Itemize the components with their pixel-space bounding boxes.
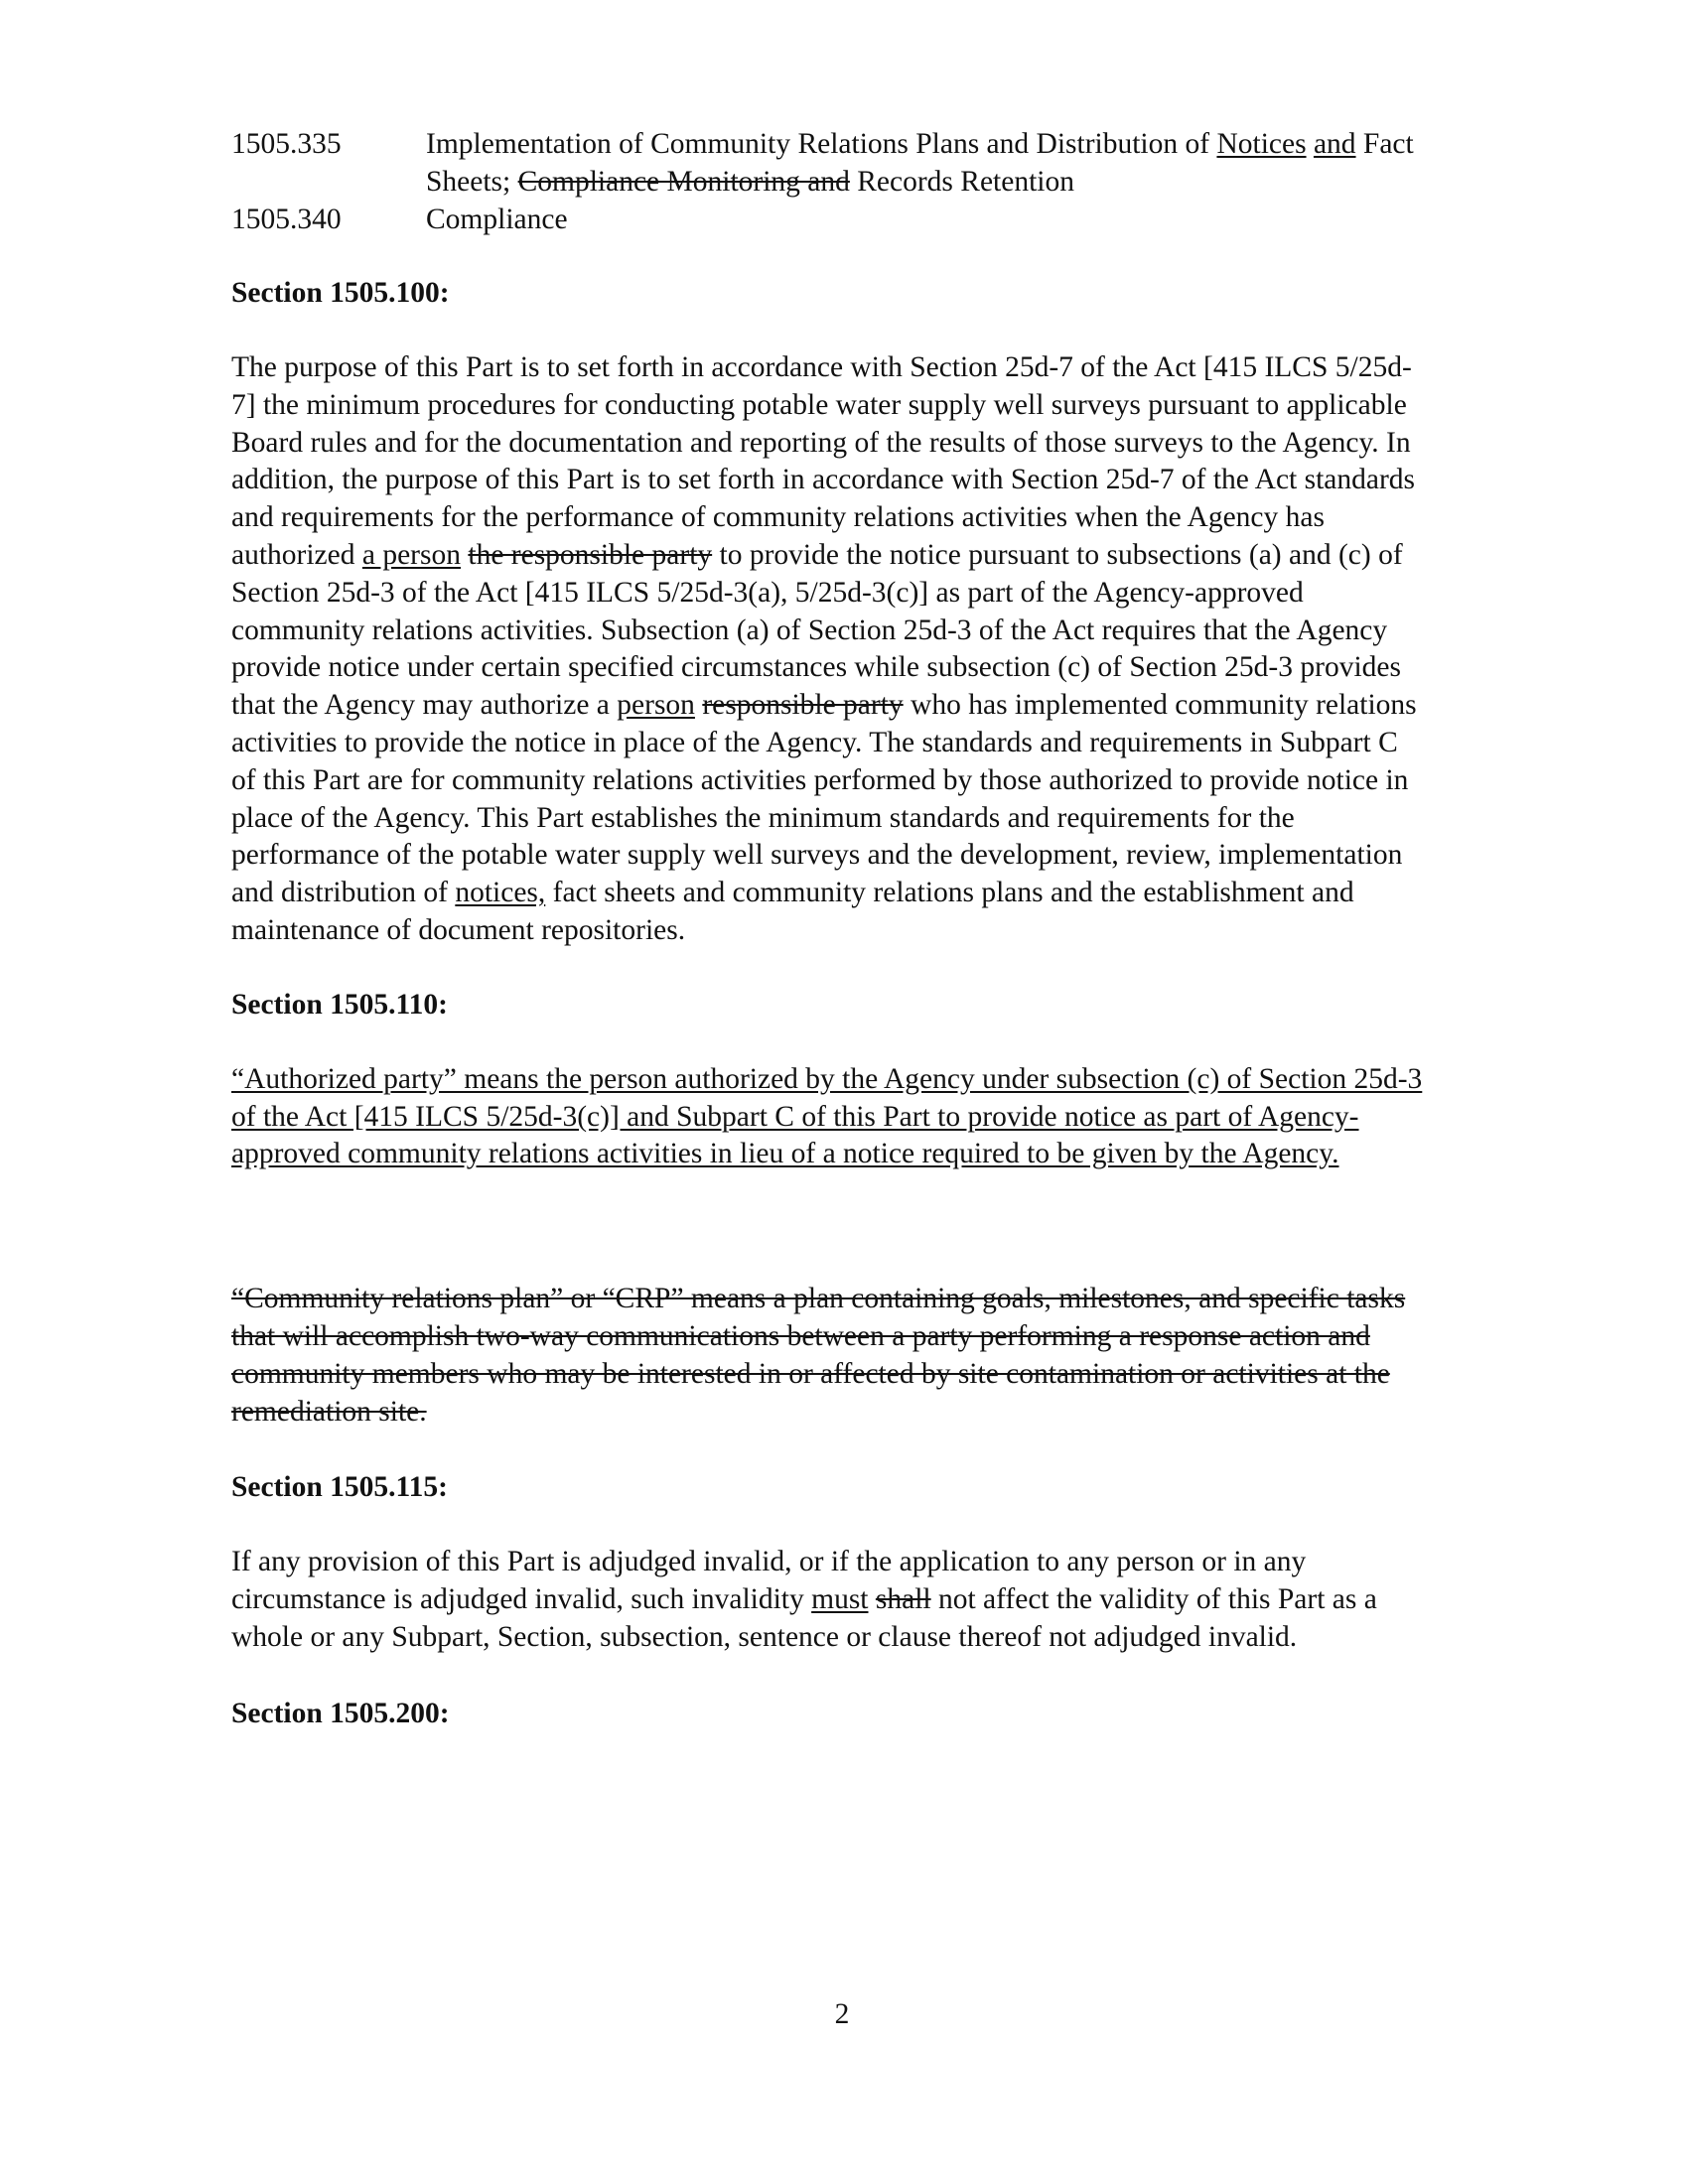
table-of-contents — [231, 125, 1423, 238]
section-paragraph — [231, 1544, 1423, 1656]
toc-section-title — [426, 201, 1423, 238]
section-heading: Section 1505.200: — [231, 1697, 450, 1729]
deleted-text: responsible party — [702, 689, 904, 722]
body-text — [1307, 128, 1314, 160]
toc-entry — [231, 201, 1423, 238]
body-text: Implementation of Community Relations Plans and Distribution of — [426, 128, 1217, 160]
inserted-text: “Authorized party” means the person authorized by the Agency under subsection (c) of Section 25d-3 of the Act [415 ILCS 5/25d-3(c)] and Subpart C of this Part to provide notice as part of Agency-approved community relations activities in lieu of a notice required to be given by the Agency. — [231, 1062, 1423, 1170]
deleted-text: shall — [875, 1583, 931, 1616]
body-text: Records Retention — [849, 166, 1074, 198]
body-text: Fact Sheets; — [426, 128, 1414, 198]
toc-entry — [231, 125, 1423, 201]
body-text: who has implemented community relations activities to provide the notice in place of the Agency. The standards and requirements in Subpart C of this Part are for community relations activities performed by those authorized to provide notice in place of the Agency. This Part establishes the minimum standards and requirements for the performance of the potable water supply well surveys and the development, review, implementation and distribution of — [231, 689, 1417, 909]
inserted-text: must — [811, 1583, 869, 1616]
body-text: to provide the notice pursuant to subsections (a) and (c) of Section 25d-3 of the Act [415 ILCS 5/25d-3(a), 5/25d-3(c)] as part of the Agency-approved community relations activities. Subsection (a) of Section 25d-3 of the Act requires that the Agency provide notice under certain specified circumstances while subsection (c) of Section 25d-3 provides that the Agency may authorize a — [231, 538, 1403, 722]
body-text: not affect the validity of this Part as a whole or any Subpart, Section, subsection, sentence or clause thereof not adjudged invalid. — [231, 1583, 1377, 1653]
deleted-text: “Community relations plan” or “CRP” means a plan containing goals, milestones, and specific tasks that will accomplish two-way communications between a party performing a response action and community members who may be interested in or affected by site contamination or activities at the remediation site. — [231, 1283, 1406, 1428]
document-page — [231, 125, 1423, 1732]
deleted-definition-paragraph — [231, 1281, 1423, 1431]
toc-section-number: 1505.340 — [231, 204, 342, 235]
page-number: 2 — [834, 1998, 850, 2030]
section-paragraph — [231, 349, 1423, 950]
deleted-text: the responsible party — [468, 538, 713, 571]
section-heading: Section 1505.100: — [231, 277, 450, 309]
inserted-text: person — [617, 689, 695, 722]
body-text: fact sheets and community relations plans and the establishment and maintenance of document repositories. — [231, 877, 1354, 946]
inserted-text: and — [1313, 128, 1356, 160]
body-text: The purpose of this Part is to set forth in accordance with Section 25d-7 of the Act [415 ILCS 5/25d-7] the minimum procedures for conducting potable water supply well surveys pursuant to applicable Board rules and for the documentation and reporting of the results of those surveys to the Agency. In addition, the purpose of this Part is to set forth in accordance with Section 25d-7 of the Act standards and requirements for the performance of community relations activities when the Agency has authorized — [231, 351, 1416, 571]
body-text: Compliance — [426, 204, 568, 235]
deleted-text: Compliance Monitoring and — [517, 166, 850, 198]
toc-section-title — [426, 125, 1423, 201]
section-heading: Section 1505.110: — [231, 988, 448, 1021]
body-text — [869, 1583, 876, 1615]
inserted-text: a person — [361, 538, 461, 571]
toc-section-number: 1505.335 — [231, 128, 342, 160]
inserted-text: notices, — [455, 877, 546, 909]
section-heading: Section 1505.115: — [231, 1471, 448, 1504]
inserted-text: Notices — [1216, 128, 1307, 160]
definition-paragraph — [231, 1061, 1423, 1173]
body-text: If any provision of this Part is adjudged invalid, or if the application to any person or in any circumstance is adjudged invalid, such invalidity — [231, 1546, 1307, 1616]
